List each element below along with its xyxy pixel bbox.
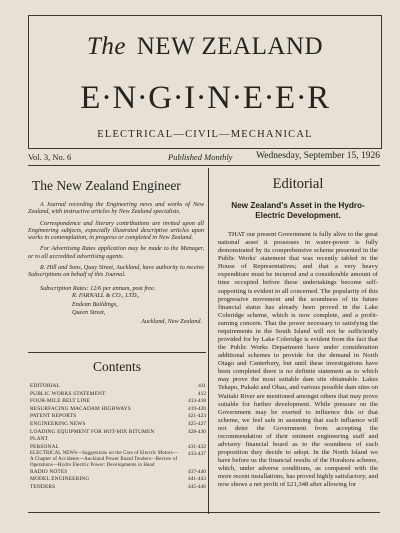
contents-item-title: RADIO NOTES (30, 468, 68, 475)
contents-item (30, 429, 206, 444)
contents-item (30, 421, 206, 429)
publisher-line: Queen Street, (72, 309, 106, 317)
contents-item-page: 411 (198, 383, 206, 389)
contents-item (30, 484, 206, 492)
publisher-address (28, 292, 204, 327)
publisher-line: Auckland, New Zealand. (141, 318, 202, 326)
contents-item (30, 391, 206, 399)
journal-paragraph: Correspondence and literary contributions are invited upon all Engineering subjects, especially illustrated descriptive articles upon works in contemplation, in progress or completed in New Zealand. (28, 219, 204, 242)
journal-paragraph: For Advertising Rates application may be made to the Manager, or to all accredited advertising agents. (28, 245, 204, 260)
contents-list (30, 383, 206, 492)
contents-item (30, 406, 206, 414)
contents-item-title: LOADING EQUIPMENT FOR HOT-MIX BITUMEN PLANT (30, 428, 155, 443)
contents-item-page: 437-440 (188, 468, 206, 475)
contents-section (28, 352, 206, 515)
masthead (28, 15, 382, 149)
issue-date: Wednesday, September 15, 1926 (256, 151, 380, 161)
contents-item-title: FOUR-MILE BELT LINE (30, 398, 91, 405)
publisher-line: Endean Buildings, (72, 300, 118, 308)
contents-item-page: 433-437 (188, 451, 206, 458)
journal-paragraph: A Journal recording the Engineering news and works of New Zealand, with instructive articles by New Zealand specialists. (28, 201, 204, 216)
contents-item-page: 413-418 (188, 398, 206, 405)
subscription-rates: Subscription Rates: 12/6 per annum, post free. (40, 284, 156, 292)
issue-volume: Vol. 3, No. 6 (28, 152, 72, 162)
contents-item (30, 451, 206, 468)
editorial-body: THAT our present Government is fully alive to the great national asset it possesses in water-power is fully demonstrated by its comprehensive scheme presented in the Public Works' statement that was recently tabled in the House of Representatives; and that a very heavy expenditure must be incurred and a considerable amount of time occupied before these undertakings become self-supporting is evident to all concerned. The popularity of this progressive movement and the soundness of its future financial status has already been proved in the Lake Coleridge scheme, which is now complete, and a profit-earning concern. That the power necessary to satisfying the requirements in the South Island will not be sufficiently provided for by Lake Coleridge is evident from the fact that the Public Works Department have under consideration additional schemes to provide for the demand in North Otago and Canterbury, but until these investigations have been completed there is no definite statement as to which may prove the most suitable dam site obtainable. Lakes Tekapo, Pukaki and Ohau, and various possible dam sites on Waitaki River are mentioned amongst others that may prove suitable for further development. While pressure on the Government may be exerted to influence this or that scheme, we feel safe in assuming that such influence will not deter the Government from accepting the recommendation of their eminent engineering staff and advisory financial board as to the soundness of each proposition they decide to adopt. In the North Island we have before us the financial results of the Horahora scheme, which, under adverse conditions, as compared with the more recent installations, has proved highly satisfactory, and now shows a net profit of £21,348 after allowing for (218, 231, 378, 489)
editorial-section (218, 170, 378, 490)
contents-item (30, 383, 206, 391)
contents-item (30, 398, 206, 406)
masthead-subtitle: ELECTRICAL—CIVIL—MECHANICAL (97, 129, 313, 140)
issue-frequency: Published Monthly (168, 152, 233, 162)
masthead-engineer: E·N·G·I·N·E·E·R (80, 80, 330, 116)
contents-item-page: 431-432 (188, 443, 206, 450)
contents-item (30, 476, 206, 484)
contents-item-title: RESURFACING MACADAM HIGHWAYS (30, 405, 131, 412)
masthead-the: The (87, 33, 126, 60)
contents-item-title: PATENT REPORTS (30, 413, 77, 420)
contents-item-page: 425-427 (188, 420, 206, 427)
contents-item-page: 445-446 (188, 483, 206, 490)
journal-heading: The New Zealand Engineer (32, 178, 181, 193)
contents-item-title: TENDERS (30, 483, 56, 490)
contents-item-title: ELECTRICAL NEWS—Suggestions on the Care of Electric Motors—A Chapter of Accidents—Auckland Power Board Tenders—Review of Operations—Hydro Electric Power: Developments in Hand (30, 451, 178, 468)
masthead-title (29, 33, 381, 61)
contents-item (30, 413, 206, 421)
publisher-line: R. FARNALL & CO., LTD., (72, 292, 140, 300)
contents-item-title: EDITORIAL (30, 383, 60, 389)
journal-info (28, 170, 204, 327)
column-divider (208, 168, 209, 514)
contents-item-title: PERSONAL (30, 443, 60, 450)
contents-item-page: 441-443 (188, 476, 206, 483)
contents-item-title: PUBLIC WORKS STATEMENT (30, 390, 106, 397)
editorial-heading: Editorial (272, 176, 324, 192)
bottom-rule (28, 512, 380, 513)
masthead-new-zealand: NEW ZEALAND (136, 33, 323, 60)
contents-item-page: 412 (197, 390, 206, 397)
journal-paragraph: R. Hill and Sons, Quay Street, Auckland, have authority to receive Subscriptions on behalf of this Journal. (28, 264, 204, 279)
issue-line (28, 150, 380, 164)
contents-title: Contents (92, 359, 141, 374)
contents-item (30, 469, 206, 477)
contents-item (30, 444, 206, 452)
contents-item-title: MODEL ENGINEERING (30, 476, 90, 483)
header-rule (28, 165, 380, 166)
contents-item-title: ENGINEERING NEWS (30, 420, 86, 427)
contents-item-page: 421-423 (188, 413, 206, 420)
contents-item-page: 419-420 (188, 405, 206, 412)
contents-item-page: 428-430 (188, 428, 206, 435)
editorial-headline: New Zealand's Asset in the Hydro-Electric Development. (231, 201, 365, 220)
